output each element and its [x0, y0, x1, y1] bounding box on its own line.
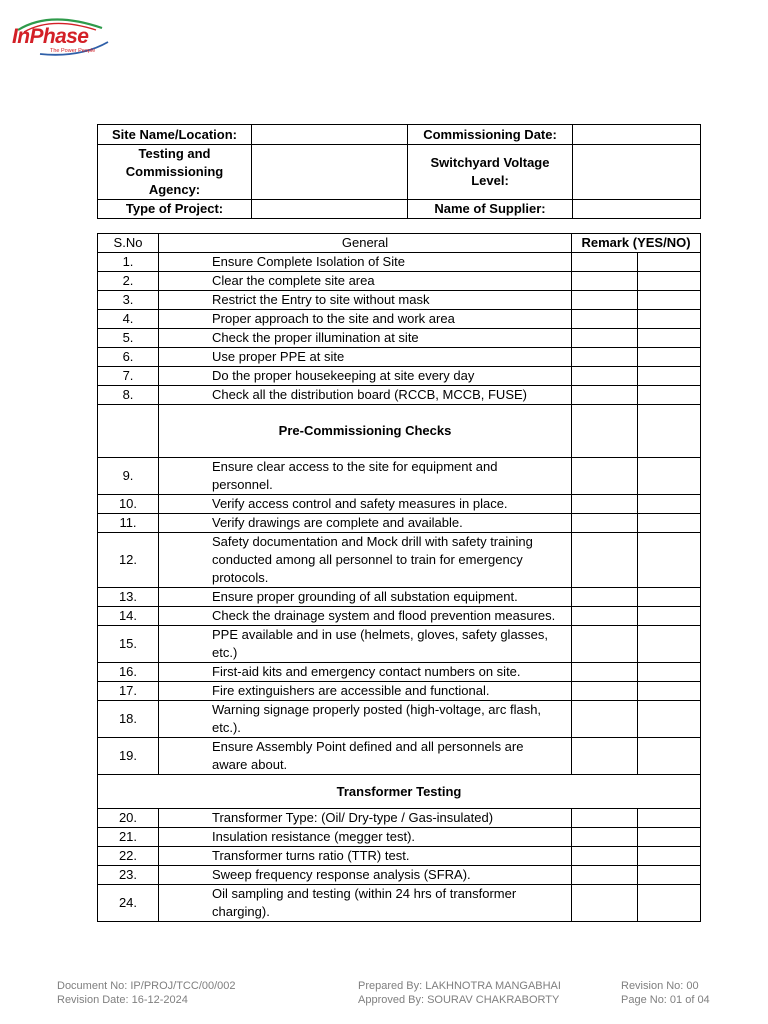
item-description: Ensure Assembly Point defined and all personnels are aware about.: [159, 738, 572, 775]
item-description: Oil sampling and testing (within 24 hrs of transformer charging).: [159, 885, 572, 922]
site-name-value[interactable]: [252, 125, 408, 145]
table-row: [98, 329, 701, 348]
item-number: 18.: [98, 701, 159, 738]
remark-yes-cell[interactable]: [572, 701, 638, 738]
table-row: [98, 386, 701, 405]
table-row: [98, 828, 701, 847]
supplier-label: Name of Supplier:: [408, 200, 573, 219]
table-row: [98, 253, 701, 272]
remark-yes-cell[interactable]: [572, 386, 638, 405]
remark-yes-cell[interactable]: [572, 514, 638, 533]
page-number: Page No: 01 of 04: [621, 994, 710, 1006]
remark-yes-cell[interactable]: [572, 663, 638, 682]
item-number: 3.: [98, 291, 159, 310]
item-number: 24.: [98, 885, 159, 922]
table-row: [98, 348, 701, 367]
item-number: 19.: [98, 738, 159, 775]
document-number: Document No: IP/PROJ/TCC/00/002: [57, 980, 236, 992]
site-name-label: Site Name/Location:: [98, 125, 252, 145]
item-description: Proper approach to the site and work area: [159, 310, 572, 329]
site-info-table: [97, 124, 701, 219]
general-header: General: [159, 234, 572, 253]
remark-no-cell[interactable]: [638, 626, 701, 663]
item-description: Safety documentation and Mock drill with safety training conducted among all personnel to train for emergency protocols.: [159, 533, 572, 588]
commissioning-date-label: Commissioning Date:: [408, 125, 573, 145]
remark-yes-cell[interactable]: [572, 682, 638, 701]
item-number: 12.: [98, 533, 159, 588]
section-sno-cell: [98, 405, 159, 458]
item-description: Sweep frequency response analysis (SFRA).: [159, 866, 572, 885]
item-number: 13.: [98, 588, 159, 607]
remark-yes-cell[interactable]: [572, 329, 638, 348]
remark-no-cell[interactable]: [638, 607, 701, 626]
table-row: [98, 738, 701, 775]
remark-no-cell[interactable]: [638, 386, 701, 405]
remark-yes-cell[interactable]: [572, 272, 638, 291]
remark-yes-cell[interactable]: [572, 828, 638, 847]
remark-yes-cell[interactable]: [572, 738, 638, 775]
table-row: [98, 367, 701, 386]
item-description: Ensure clear access to the site for equipment and personnel.: [159, 458, 572, 495]
item-description: Verify drawings are complete and available.: [159, 514, 572, 533]
remark-yes-cell[interactable]: [572, 626, 638, 663]
table-row: [98, 533, 701, 588]
item-number: 5.: [98, 329, 159, 348]
table-row: [98, 885, 701, 922]
table-row: [98, 809, 701, 828]
item-number: 11.: [98, 514, 159, 533]
remark-no-cell[interactable]: [638, 495, 701, 514]
item-number: 10.: [98, 495, 159, 514]
table-row: [98, 272, 701, 291]
remark-no-cell[interactable]: [638, 329, 701, 348]
footer-left: [57, 979, 236, 1007]
item-number: 16.: [98, 663, 159, 682]
remark-no-cell[interactable]: [638, 682, 701, 701]
item-description: Restrict the Entry to site without mask: [159, 291, 572, 310]
item-description: Ensure proper grounding of all substation equipment.: [159, 588, 572, 607]
checklist-table: [97, 233, 701, 922]
item-description: Warning signage properly posted (high-voltage, arc flash, etc.).: [159, 701, 572, 738]
item-description: First-aid kits and emergency contact numbers on site.: [159, 663, 572, 682]
remark-no-cell[interactable]: [638, 310, 701, 329]
remark-no-cell[interactable]: [638, 533, 701, 588]
item-description: Insulation resistance (megger test).: [159, 828, 572, 847]
table-row: [98, 495, 701, 514]
remark-yes-cell[interactable]: [572, 253, 638, 272]
table-row: [98, 701, 701, 738]
table-row: [98, 514, 701, 533]
item-description: Transformer turns ratio (TTR) test.: [159, 847, 572, 866]
voltage-level-value[interactable]: [573, 145, 701, 200]
remark-yes-cell[interactable]: [572, 885, 638, 922]
section-title: Transformer Testing: [98, 775, 701, 809]
footer-center: [358, 979, 561, 1007]
item-number: 21.: [98, 828, 159, 847]
project-type-value[interactable]: [252, 200, 408, 219]
prepared-by: Prepared By: LAKHNOTRA MANGABHAI: [358, 980, 561, 992]
remark-yes-cell[interactable]: [572, 310, 638, 329]
item-description: Ensure Complete Isolation of Site: [159, 253, 572, 272]
table-row: [98, 847, 701, 866]
item-description: Fire extinguishers are accessible and functional.: [159, 682, 572, 701]
company-logo: [10, 14, 114, 60]
remark-yes-cell[interactable]: [572, 348, 638, 367]
remark-no-cell[interactable]: [638, 272, 701, 291]
remark-no-cell[interactable]: [638, 809, 701, 828]
remark-no-cell[interactable]: [638, 514, 701, 533]
sno-header: S.No: [98, 234, 159, 253]
remark-yes-cell[interactable]: [572, 847, 638, 866]
table-row: [98, 607, 701, 626]
remark-no-cell[interactable]: [638, 348, 701, 367]
remark-no-cell[interactable]: [638, 738, 701, 775]
item-number: 2.: [98, 272, 159, 291]
approved-by: Approved By: SOURAV CHAKRABORTY: [358, 994, 560, 1006]
voltage-level-label: Switchyard Voltage Level:: [408, 145, 573, 200]
remark-yes-cell[interactable]: [572, 405, 638, 458]
remark-yes-cell[interactable]: [572, 458, 638, 495]
revision-date: Revision Date: 16-12-2024: [57, 994, 188, 1006]
item-number: 14.: [98, 607, 159, 626]
item-number: 17.: [98, 682, 159, 701]
commissioning-date-value[interactable]: [573, 125, 701, 145]
section-title: Pre-Commissioning Checks: [159, 405, 572, 458]
remark-no-cell[interactable]: [638, 663, 701, 682]
item-description: Clear the complete site area: [159, 272, 572, 291]
remark-no-cell[interactable]: [638, 847, 701, 866]
pre-commissioning-section-row: [98, 405, 701, 458]
remark-no-cell[interactable]: [638, 885, 701, 922]
remark-no-cell[interactable]: [638, 367, 701, 386]
item-number: 23.: [98, 866, 159, 885]
item-description: PPE available and in use (helmets, gloves, safety glasses, etc.): [159, 626, 572, 663]
remark-header: Remark (YES/NO): [572, 234, 701, 253]
remark-yes-cell[interactable]: [572, 588, 638, 607]
item-number: 1.: [98, 253, 159, 272]
remark-no-cell[interactable]: [638, 866, 701, 885]
remark-no-cell[interactable]: [638, 701, 701, 738]
table-row: [98, 682, 701, 701]
remark-no-cell[interactable]: [638, 405, 701, 458]
item-description: Verify access control and safety measures in place.: [159, 495, 572, 514]
remark-no-cell[interactable]: [638, 291, 701, 310]
item-description: Check the proper illumination at site: [159, 329, 572, 348]
remark-no-cell[interactable]: [638, 588, 701, 607]
item-description: Transformer Type: (Oil/ Dry-type / Gas-insulated): [159, 809, 572, 828]
table-row: [98, 663, 701, 682]
remark-yes-cell[interactable]: [572, 367, 638, 386]
remark-yes-cell[interactable]: [572, 533, 638, 588]
item-description: Use proper PPE at site: [159, 348, 572, 367]
revision-number: Revision No: 00: [621, 980, 699, 992]
logo-text: InPhase: [12, 25, 89, 48]
remark-yes-cell[interactable]: [572, 809, 638, 828]
item-number: 9.: [98, 458, 159, 495]
table-row: [98, 588, 701, 607]
remark-no-cell[interactable]: [638, 458, 701, 495]
item-number: 15.: [98, 626, 159, 663]
item-number: 22.: [98, 847, 159, 866]
item-description: Do the proper housekeeping at site every day: [159, 367, 572, 386]
remark-no-cell[interactable]: [638, 828, 701, 847]
item-number: 6.: [98, 348, 159, 367]
remark-yes-cell[interactable]: [572, 291, 638, 310]
table-row: [98, 310, 701, 329]
project-type-label: Type of Project:: [98, 200, 252, 219]
item-number: 20.: [98, 809, 159, 828]
table-row: [98, 626, 701, 663]
remark-yes-cell[interactable]: [572, 495, 638, 514]
transformer-section-row: [98, 775, 701, 809]
item-number: 8.: [98, 386, 159, 405]
logo-tagline: The Power People: [50, 48, 96, 54]
remark-yes-cell[interactable]: [572, 607, 638, 626]
agency-value[interactable]: [252, 145, 408, 200]
remark-yes-cell[interactable]: [572, 866, 638, 885]
item-description: Check all the distribution board (RCCB, MCCB, FUSE): [159, 386, 572, 405]
supplier-value[interactable]: [573, 200, 701, 219]
table-row: [98, 866, 701, 885]
table-row: [98, 458, 701, 495]
remark-no-cell[interactable]: [638, 253, 701, 272]
agency-label: Testing and Commissioning Agency:: [98, 145, 252, 200]
item-number: 7.: [98, 367, 159, 386]
footer-right: [621, 979, 710, 1007]
item-description: Check the drainage system and flood prevention measures.: [159, 607, 572, 626]
table-row: [98, 291, 701, 310]
item-number: 4.: [98, 310, 159, 329]
